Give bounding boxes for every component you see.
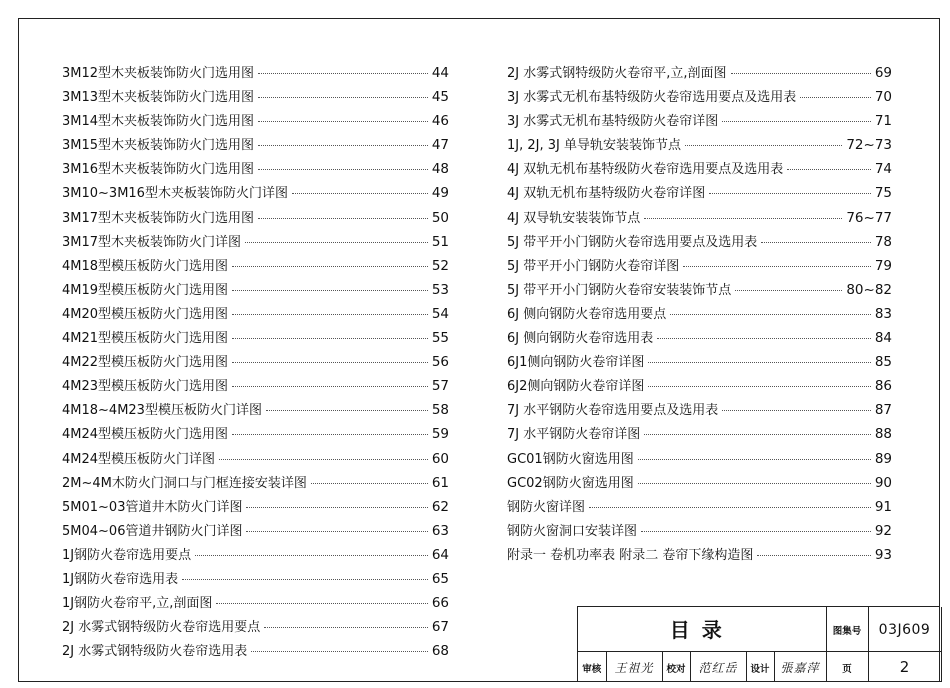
atlas-number: 03J609: [878, 622, 931, 639]
page-label: 页: [842, 663, 852, 675]
toc-entry-title: 3M17型木夹板装饰防火门选用图: [62, 210, 255, 226]
toc-entry-page: 85: [874, 354, 892, 371]
toc-entry-title: 5J 带平开小门钢防火卷帘安装装饰节点: [507, 282, 732, 298]
toc-entry: [62, 448, 449, 472]
toc-entry: [62, 616, 449, 640]
toc-entry-page: 65: [431, 570, 449, 587]
dot-leader: [232, 266, 428, 267]
checker-signature-cell: [690, 651, 746, 681]
toc-entry-title: 6J1侧向钢防火卷帘详图: [507, 355, 645, 371]
toc-entry: [507, 544, 892, 568]
toc-entry-page: 49: [431, 185, 449, 202]
toc-entry-page: 83: [874, 305, 892, 322]
toc-entry-title: 3M14型木夹板装饰防火门选用图: [62, 114, 255, 130]
toc-entry: [507, 182, 892, 206]
toc-entry-title: 5M01~03管道井木防火门详图: [62, 499, 243, 515]
toc-entry-page: 90: [874, 474, 892, 491]
toc-entry-title: 1J钢防火卷帘选用要点: [62, 547, 192, 563]
toc-entry-page: 64: [431, 546, 449, 563]
toc-entry: [62, 182, 449, 206]
toc-entry-title: 6J 侧向钢防火卷帘选用要点: [507, 306, 667, 322]
toc-entry-page: 60: [431, 450, 449, 467]
toc-entry-page: 79: [874, 257, 892, 274]
dot-leader: [638, 483, 871, 484]
dot-leader: [232, 434, 428, 435]
toc-entry-page: 69: [874, 65, 892, 81]
toc-entry: [62, 303, 449, 327]
toc-entry: [507, 158, 892, 182]
toc-entry-title: 1J钢防火卷帘平,立,剖面图: [62, 596, 213, 612]
toc-entry: [507, 255, 892, 279]
toc-entry-page: 76~77: [846, 209, 892, 226]
toc-entry-title: 4M22型模压板防火门选用图: [62, 355, 229, 371]
toc-entry-title: 3M13型木夹板装饰防火门选用图: [62, 90, 255, 106]
toc-entry-title: 7J 水平钢防火卷帘详图: [507, 427, 641, 443]
toc-entry: [62, 62, 449, 86]
toc-entry-title: 2M~4M木防火门洞口与门框连接安装详图: [62, 475, 307, 491]
checker-signature: 范红岳: [698, 660, 738, 675]
designer-signature-cell: [774, 651, 826, 681]
toc-entry: [62, 399, 449, 423]
dot-leader: [657, 338, 871, 339]
toc-entry-title: 4M19型模压板防火门选用图: [62, 282, 229, 298]
dot-leader: [589, 507, 871, 508]
toc-entry-title: 3M10~3M16型木夹板装饰防火门详图: [62, 186, 288, 202]
toc-left-column: [62, 62, 449, 664]
dot-leader: [638, 459, 871, 460]
toc-entry: [62, 110, 449, 134]
toc-entry: [62, 207, 449, 231]
atlas-number-label: 图集号: [832, 626, 862, 638]
dot-leader: [648, 386, 870, 387]
dot-leader: [232, 290, 428, 291]
toc-entry-title: 5J 带平开小门钢防火卷帘详图: [507, 258, 680, 274]
toc-entry-page: 45: [431, 89, 449, 106]
dot-leader: [311, 483, 428, 484]
dot-leader: [757, 555, 870, 556]
toc-entry-page: 51: [431, 233, 449, 250]
title-block: [577, 606, 939, 682]
dot-leader: [735, 290, 842, 291]
dot-leader: [216, 603, 427, 604]
dot-leader: [258, 169, 428, 170]
toc-entry-title: GC01钢防火窗选用图: [507, 451, 634, 467]
toc-entry: [507, 303, 892, 327]
dot-leader: [232, 386, 428, 387]
toc-entry-page: 86: [874, 378, 892, 395]
dot-leader: [258, 121, 428, 122]
dot-leader: [232, 338, 428, 339]
toc-entry: [62, 544, 449, 568]
toc-entry-page: 68: [431, 643, 449, 660]
dot-leader: [683, 266, 871, 267]
toc-entry-page: 47: [431, 137, 449, 154]
toc-entry-page: 72~73: [846, 137, 892, 154]
toc-entry-title: 6J2侧向钢防火卷帘详图: [507, 379, 645, 395]
toc-entry-title: 2J 水雾式钢特级防火卷帘选用要点: [62, 620, 261, 636]
dot-leader: [648, 362, 870, 363]
designer-label: 设计: [750, 663, 770, 675]
toc-entry: [62, 520, 449, 544]
toc-entry-title: 4J 双轨无机布基特级防火卷帘选用要点及选用表: [507, 162, 784, 178]
toc-entry-page: 62: [431, 498, 449, 515]
toc-entry-page: 46: [431, 113, 449, 130]
toc-entry-page: 67: [431, 619, 449, 636]
dot-leader: [246, 507, 427, 508]
toc-entry-title: 附录一 卷机功率表 附录二 卷帘下缘构造图: [507, 547, 754, 563]
toc-entry: [507, 423, 892, 447]
dot-leader: [800, 97, 871, 98]
toc-entry-title: 7J 水平钢防火卷帘选用要点及选用表: [507, 403, 719, 419]
toc-entry-title: 4M21型模压板防火门选用图: [62, 331, 229, 347]
toc-entry-title: 钢防火窗详图: [507, 499, 586, 515]
toc-entry: [62, 640, 449, 664]
toc-entry-page: 74: [874, 161, 892, 178]
dot-leader: [245, 242, 428, 243]
toc-entry-page: 87: [874, 402, 892, 419]
dot-leader: [685, 145, 842, 146]
toc-entry: [507, 327, 892, 351]
dot-leader: [709, 193, 871, 194]
toc-entry-page: 80~82: [846, 281, 892, 298]
page-label-cell: [826, 651, 868, 681]
toc-entry-page: 52: [431, 257, 449, 274]
dot-leader: [232, 362, 428, 363]
atlas-number-cell: [868, 607, 941, 651]
dot-leader: [258, 145, 428, 146]
toc-entry-title: 5M04~06管道井钢防火门详图: [62, 523, 243, 539]
toc-entry-page: 78: [874, 233, 892, 250]
dot-leader: [644, 434, 871, 435]
dot-leader: [251, 651, 428, 652]
toc-entry: [507, 496, 892, 520]
dot-leader: [641, 531, 871, 532]
toc-entry-page: 44: [431, 65, 449, 81]
dot-leader: [292, 193, 428, 194]
toc-entry-title: 4J 双轨无机布基特级防火卷帘详图: [507, 186, 706, 202]
page-number: 2: [899, 657, 910, 676]
toc-entry-title: 3J 水雾式无机布基特级防火卷帘选用要点及选用表: [507, 90, 797, 106]
dot-leader: [722, 121, 871, 122]
toc-entry: [507, 207, 892, 231]
toc-entry-page: 63: [431, 522, 449, 539]
toc-entry-page: 70: [874, 89, 892, 106]
toc-entry-title: 4M24型模压板防火门详图: [62, 451, 216, 467]
dot-leader: [246, 531, 427, 532]
toc-entry: [62, 568, 449, 592]
toc-entry-page: 71: [874, 113, 892, 130]
checker-label-cell: [662, 651, 690, 681]
dot-leader: [232, 314, 428, 315]
toc-entry: [507, 231, 892, 255]
toc-entry-title: 3M12型木夹板装饰防火门选用图: [62, 66, 255, 81]
reviewer-label-cell: [578, 651, 606, 681]
toc-entry-title: 2J 水雾式钢特级防火卷帘平,立,剖面图: [507, 66, 727, 81]
toc-entry: [62, 158, 449, 182]
dot-leader: [787, 169, 871, 170]
toc-entry-page: 93: [874, 546, 892, 563]
toc-entry-title: 3M16型木夹板装饰防火门选用图: [62, 162, 255, 178]
toc-entry-title: 3M17型木夹板装饰防火门详图: [62, 234, 242, 250]
toc-entry: [507, 375, 892, 399]
toc-entry-title: 4M20型模压板防火门选用图: [62, 306, 229, 322]
reviewer-label: 审核: [582, 663, 602, 675]
toc-entry: [62, 423, 449, 447]
dot-leader: [264, 627, 428, 628]
toc-entry-title: 钢防火窗洞口安装详图: [507, 523, 638, 539]
dot-leader: [258, 218, 428, 219]
toc-entry-page: 48: [431, 161, 449, 178]
toc-entry-title: 2J 水雾式钢特级防火卷帘选用表: [62, 644, 248, 660]
toc-entry-page: 92: [874, 522, 892, 539]
dot-leader: [195, 555, 428, 556]
atlas-label-cell: [826, 607, 868, 651]
toc-right-column: [507, 62, 892, 568]
toc-entry: [62, 134, 449, 158]
toc-entry-title: GC02钢防火窗选用图: [507, 475, 634, 491]
toc-entry: [62, 327, 449, 351]
toc-entry: [507, 86, 892, 110]
toc-entry: [62, 375, 449, 399]
toc-entry: [507, 448, 892, 472]
toc-entry: [507, 279, 892, 303]
toc-entry-page: 55: [431, 330, 449, 347]
toc-entry: [507, 399, 892, 423]
toc-entry-page: 53: [431, 281, 449, 298]
toc-entry: [62, 231, 449, 255]
toc-entry-page: 58: [431, 402, 449, 419]
toc-entry: [507, 351, 892, 375]
toc-entry-title: 4M24型模压板防火门选用图: [62, 427, 229, 443]
designer-label-cell: [746, 651, 774, 681]
toc-entry-title: 4J 双导轨安装装饰节点: [507, 210, 641, 226]
sheet-title: 目录: [669, 618, 734, 643]
toc-entry: [507, 110, 892, 134]
toc-entry: [507, 520, 892, 544]
toc-entry-title: 1J钢防火卷帘选用表: [62, 571, 179, 587]
dot-leader: [731, 73, 871, 74]
toc-entry: [62, 496, 449, 520]
reviewer-signature-cell: [606, 651, 662, 681]
toc-entry-page: 57: [431, 378, 449, 395]
toc-entry: [507, 472, 892, 496]
dot-leader: [182, 579, 428, 580]
toc-entry: [62, 86, 449, 110]
toc-entry-title: 4M18型模压板防火门选用图: [62, 258, 229, 274]
page-number-cell: [868, 651, 941, 681]
dot-leader: [670, 314, 871, 315]
toc-entry: [62, 592, 449, 616]
toc-entry-title: 3J 水雾式无机布基特级防火卷帘详图: [507, 114, 719, 130]
dot-leader: [266, 410, 428, 411]
toc-entry-title: 6J 侧向钢防火卷帘选用表: [507, 331, 654, 347]
toc-entry-page: 66: [431, 595, 449, 612]
dot-leader: [219, 459, 428, 460]
toc-entry: [62, 255, 449, 279]
reviewer-signature: 王祖光: [614, 660, 654, 675]
toc-entry-title: 5J 带平开小门钢防火卷帘选用要点及选用表: [507, 234, 758, 250]
toc-entry-page: 59: [431, 426, 449, 443]
dot-leader: [258, 73, 428, 74]
designer-signature: 張嘉萍: [780, 660, 820, 675]
toc-entry: [62, 351, 449, 375]
toc-entry-title: 4M23型模压板防火门选用图: [62, 379, 229, 395]
toc-entry: [507, 62, 892, 86]
toc-entry: [62, 279, 449, 303]
toc-entry: [507, 134, 892, 158]
toc-entry-page: 84: [874, 330, 892, 347]
toc-entry-title: 4M18~4M23型模压板防火门详图: [62, 403, 262, 419]
toc-entry-page: 88: [874, 426, 892, 443]
sheet-title-cell: [578, 607, 826, 651]
toc-entry-page: 91: [874, 498, 892, 515]
toc-entry-page: 89: [874, 450, 892, 467]
checker-label: 校对: [666, 663, 686, 675]
toc-entry-page: 61: [431, 474, 449, 491]
toc-entry-title: 1J, 2J, 3J 单导轨安装装饰节点: [507, 138, 681, 154]
toc-entry-page: 56: [431, 354, 449, 371]
toc-entry-page: 50: [431, 209, 449, 226]
dot-leader: [761, 242, 871, 243]
toc-entry-title: 3M15型木夹板装饰防火门选用图: [62, 138, 255, 154]
toc-entry: [62, 472, 449, 496]
dot-leader: [258, 97, 428, 98]
toc-entry-page: 54: [431, 305, 449, 322]
toc-entry-page: 75: [874, 185, 892, 202]
dot-leader: [644, 218, 842, 219]
dot-leader: [722, 410, 871, 411]
